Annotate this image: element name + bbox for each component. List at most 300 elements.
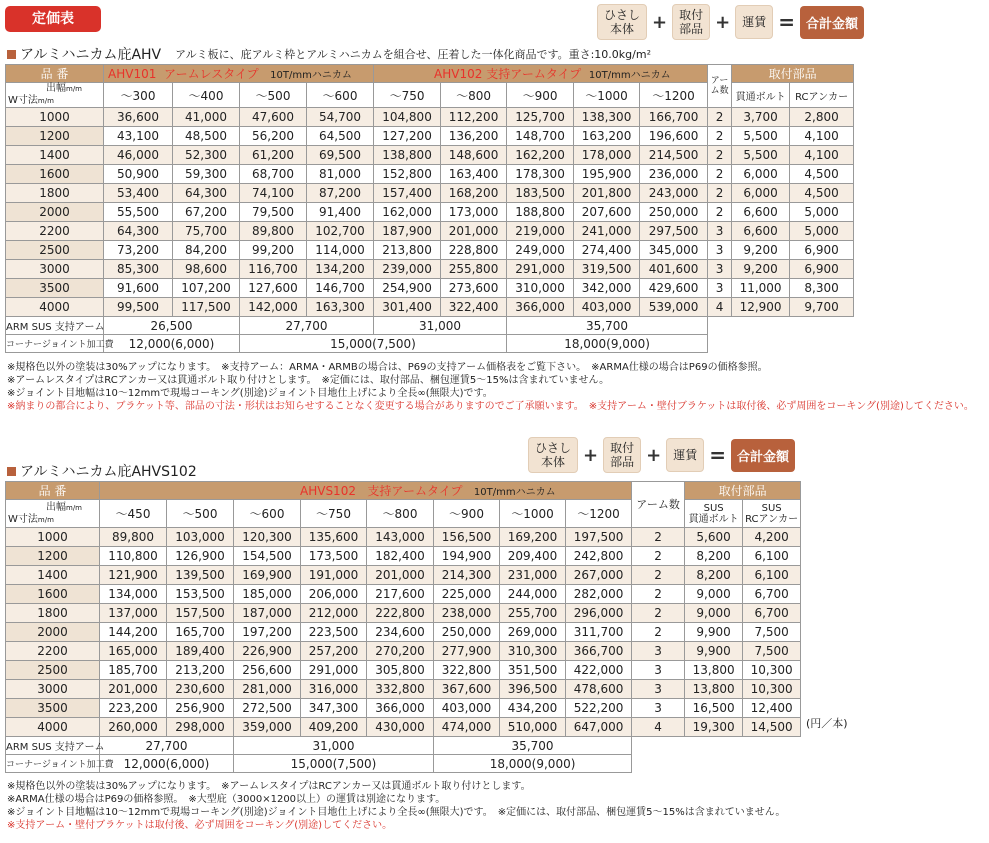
formula-item-parts: 取付 部品 [672, 4, 710, 40]
section-title: アルミハニカム庇AHVS102 [20, 464, 197, 480]
table-cell: 121,900 [100, 566, 167, 585]
table-cell: 152,800 [374, 165, 441, 184]
table-cell: 89,800 [240, 222, 307, 241]
arm-value: 35,700 [507, 317, 708, 335]
table-cell: 107,200 [173, 279, 240, 298]
table-cell: 234,600 [367, 623, 434, 642]
table-cell: 474,000 [434, 718, 500, 737]
table-cell: 74,100 [240, 184, 307, 203]
col-header: ～500 [167, 500, 234, 528]
table-cell: 2 [708, 108, 732, 127]
table-cell: 169,200 [500, 528, 566, 547]
table-row [6, 298, 854, 317]
row-label: 2200 [6, 642, 100, 661]
table-cell: 272,500 [234, 699, 301, 718]
table-cell: 2 [708, 184, 732, 203]
table-cell: 195,900 [574, 165, 640, 184]
table-cell: 197,200 [234, 623, 301, 642]
table-cell: 168,200 [441, 184, 507, 203]
table-cell: 53,400 [104, 184, 173, 203]
table-cell: 239,000 [374, 260, 441, 279]
row-label: 1600 [6, 165, 104, 184]
row-label: 2000 [6, 203, 104, 222]
table-cell: 59,300 [173, 165, 240, 184]
section-description: アルミ板に、庇アルミ枠とアルミハニカムを組合せ、圧着した一体化商品です。重さ:10.0kg/m² [175, 48, 651, 61]
table-cell: 187,900 [374, 222, 441, 241]
plus-icon: + [583, 444, 599, 466]
table-cell: 222,800 [367, 604, 434, 623]
table-cell: 201,000 [367, 566, 434, 585]
table-cell: 6,900 [790, 241, 854, 260]
col-header: ～1000 [500, 500, 566, 528]
table-cell: 162,000 [374, 203, 441, 222]
row-label: 2000 [6, 623, 100, 642]
table-cell: 228,800 [441, 241, 507, 260]
table-cell: 430,000 [367, 718, 434, 737]
row-label: 1600 [6, 585, 100, 604]
table-cell: 201,800 [574, 184, 640, 203]
col-header: ～600 [234, 500, 301, 528]
table-cell: 298,000 [167, 718, 234, 737]
table-cell: 647,000 [566, 718, 632, 737]
table-cell: 5,000 [790, 222, 854, 241]
note-line: ※規格色以外の塗装は30%アップになります。 ※支持アーム：ARMA・ARMBの場合は、P69の支持アーム価格表をご覧下さい。 ※ARMA仕様の場合はP69の価格参照。 [7, 362, 768, 373]
table-cell: 256,900 [167, 699, 234, 718]
table-cell: 8,200 [685, 547, 743, 566]
table-cell: 9,000 [685, 604, 743, 623]
table-row [6, 127, 854, 146]
table-cell: 219,000 [507, 222, 574, 241]
table-cell: 403,000 [434, 699, 500, 718]
table-cell: 429,600 [640, 279, 708, 298]
plus-icon: + [715, 11, 731, 33]
table-cell: 139,500 [167, 566, 234, 585]
table-row [6, 642, 801, 661]
table-cell: 223,500 [301, 623, 367, 642]
table-cell: 422,000 [566, 661, 632, 680]
arm-value: 35,700 [434, 737, 632, 755]
table-cell: 2 [632, 547, 685, 566]
col-header: ～450 [100, 500, 167, 528]
table-cell: 342,000 [574, 279, 640, 298]
table-cell: 9,900 [685, 642, 743, 661]
table-cell: 102,700 [307, 222, 374, 241]
table-row [6, 241, 854, 260]
col-header: ～1200 [566, 500, 632, 528]
table-cell: 201,000 [441, 222, 507, 241]
table-cell: 189,400 [167, 642, 234, 661]
table-cell: 301,400 [374, 298, 441, 317]
table-cell: 366,700 [566, 642, 632, 661]
table-cell: 4,500 [790, 165, 854, 184]
table-cell: 291,000 [507, 260, 574, 279]
table-cell: 6,700 [743, 585, 801, 604]
table-cell: 296,000 [566, 604, 632, 623]
table-row [6, 699, 801, 718]
table-cell: 146,700 [307, 279, 374, 298]
table-cell: 366,000 [367, 699, 434, 718]
table-cell: 223,200 [100, 699, 167, 718]
table-cell: 434,200 [500, 699, 566, 718]
table-cell: 6,000 [732, 184, 790, 203]
table-cell: 5,000 [790, 203, 854, 222]
table-cell: 4,200 [743, 528, 801, 547]
table-cell: 213,800 [374, 241, 441, 260]
table-cell: 126,900 [167, 547, 234, 566]
table-cell: 187,000 [234, 604, 301, 623]
table-cell: 10,300 [743, 661, 801, 680]
table-cell: 214,500 [640, 146, 708, 165]
table-cell: 127,600 [240, 279, 307, 298]
table-cell: 64,500 [307, 127, 374, 146]
table-cell: 13,800 [685, 661, 743, 680]
equals-icon: = [709, 443, 726, 467]
table-cell: 206,000 [301, 585, 367, 604]
table-cell: 403,000 [574, 298, 640, 317]
col-header: ～800 [441, 83, 507, 108]
table-cell: 4 [708, 298, 732, 317]
row-label: 1400 [6, 566, 100, 585]
note-line: ※アームレスタイプはRCアンカー又は貫通ボルト取り付けとします。 ※定価には、取付部品、梱包運賃5～15%は含まれていません。 [7, 375, 610, 386]
header-parts: 取付部品 [685, 482, 801, 500]
arm-label: ARM SUS 支持アーム [6, 317, 104, 335]
col-header: ～500 [240, 83, 307, 108]
table-cell: 359,000 [234, 718, 301, 737]
table-cell: 322,400 [441, 298, 507, 317]
table-cell: 2 [708, 127, 732, 146]
table-row [6, 165, 854, 184]
table-cell: 319,500 [574, 260, 640, 279]
table-cell: 9,200 [732, 241, 790, 260]
table-cell: 14,500 [743, 718, 801, 737]
table-cell: 8,200 [685, 566, 743, 585]
table-cell: 3 [708, 279, 732, 298]
row-label: 1200 [6, 127, 104, 146]
table-cell: 3 [708, 241, 732, 260]
table-cell: 136,200 [441, 127, 507, 146]
table-cell: 212,000 [301, 604, 367, 623]
table-cell: 209,400 [500, 547, 566, 566]
table-cell: 134,000 [100, 585, 167, 604]
table-cell: 316,000 [301, 680, 367, 699]
table-cell: 55,500 [104, 203, 173, 222]
section-heading-ahvs102 [7, 461, 197, 481]
formula-item-body: ひさし 本体 [597, 4, 647, 40]
row-label: 4000 [6, 298, 104, 317]
table-cell: 3 [708, 222, 732, 241]
table-row [6, 547, 801, 566]
table-cell: 85,300 [104, 260, 173, 279]
table-cell: 226,900 [234, 642, 301, 661]
table-row [6, 146, 854, 165]
formula-total: 合計金額 [731, 439, 795, 472]
table-cell: 260,000 [100, 718, 167, 737]
row-label: 3000 [6, 260, 104, 279]
table-cell: 6,600 [732, 203, 790, 222]
price-table-ahv [5, 64, 854, 353]
table-cell: 112,200 [441, 108, 507, 127]
table-cell: 2 [632, 566, 685, 585]
arm-value: 31,000 [374, 317, 507, 335]
table-cell: 6,900 [790, 260, 854, 279]
table-cell: 310,000 [507, 279, 574, 298]
row-label: 1200 [6, 547, 100, 566]
table-cell: 185,000 [234, 585, 301, 604]
table-cell: 270,200 [367, 642, 434, 661]
col-header: ～900 [434, 500, 500, 528]
table-cell: 10,300 [743, 680, 801, 699]
table-cell: 91,600 [104, 279, 173, 298]
table-cell: 2,800 [790, 108, 854, 127]
table-cell: 409,200 [301, 718, 367, 737]
table-cell: 156,500 [434, 528, 500, 547]
table-cell: 332,800 [367, 680, 434, 699]
corner-value: 15,000(7,500) [240, 335, 507, 353]
table-cell: 197,500 [566, 528, 632, 547]
row-label: 1000 [6, 528, 100, 547]
table-cell: 6,600 [732, 222, 790, 241]
table-cell: 214,300 [434, 566, 500, 585]
table-cell: 310,300 [500, 642, 566, 661]
table-cell: 19,300 [685, 718, 743, 737]
table-cell: 277,900 [434, 642, 500, 661]
table-row [6, 260, 854, 279]
table-cell: 99,500 [104, 298, 173, 317]
table-row [6, 604, 801, 623]
header-diagonal: 出幅m/m W寸法m/m [6, 83, 104, 108]
table-row [6, 203, 854, 222]
table-cell: 244,000 [500, 585, 566, 604]
table-cell: 201,000 [100, 680, 167, 699]
table-cell: 2 [708, 146, 732, 165]
table-cell: 98,600 [173, 260, 240, 279]
table-cell: 48,500 [173, 127, 240, 146]
col-header-bolt: 貫通ボルト [732, 83, 790, 108]
row-label: 1400 [6, 146, 104, 165]
table-cell: 311,700 [566, 623, 632, 642]
corner-label: コーナージョイント加工費 [6, 335, 104, 353]
table-cell: 5,600 [685, 528, 743, 547]
row-label: 1000 [6, 108, 104, 127]
table-cell: 8,300 [790, 279, 854, 298]
table-cell: 255,700 [500, 604, 566, 623]
table-cell: 4 [632, 718, 685, 737]
table-cell: 56,200 [240, 127, 307, 146]
plus-icon: + [652, 11, 668, 33]
corner-value: 12,000(6,000) [104, 335, 240, 353]
table-cell: 3,700 [732, 108, 790, 127]
header-hinban: 品 番 [6, 482, 100, 500]
corner-value: 15,000(7,500) [234, 755, 434, 773]
table-cell: 9,700 [790, 298, 854, 317]
table-cell: 46,000 [104, 146, 173, 165]
table-cell: 2 [708, 203, 732, 222]
unit-note: (円／本) [806, 717, 848, 730]
table-cell: 142,000 [240, 298, 307, 317]
table-cell: 3 [632, 680, 685, 699]
table-cell: 114,000 [307, 241, 374, 260]
table-row [6, 108, 854, 127]
table-cell: 194,900 [434, 547, 500, 566]
table-row [6, 222, 854, 241]
table-cell: 50,900 [104, 165, 173, 184]
table-cell: 191,000 [301, 566, 367, 585]
table-cell: 2 [632, 585, 685, 604]
table-cell: 81,000 [307, 165, 374, 184]
table-cell: 366,000 [507, 298, 574, 317]
section-title: アルミハニカム庇AHV [20, 47, 162, 63]
table-cell: 68,700 [240, 165, 307, 184]
table-cell: 138,800 [374, 146, 441, 165]
table-cell: 2 [632, 604, 685, 623]
col-header: ～400 [173, 83, 240, 108]
table-cell: 3 [632, 699, 685, 718]
table-cell: 250,000 [640, 203, 708, 222]
table-cell: 396,500 [500, 680, 566, 699]
table-cell: 347,300 [301, 699, 367, 718]
table-cell: 250,000 [434, 623, 500, 642]
table-row [6, 184, 854, 203]
table-cell: 183,500 [507, 184, 574, 203]
table-cell: 162,200 [507, 146, 574, 165]
table-cell: 79,500 [240, 203, 307, 222]
table-cell: 267,000 [566, 566, 632, 585]
header-hinban: 品 番 [6, 65, 104, 83]
header-model-ahv102: AHV102 支持アームタイプ 10T/mmハニカム [374, 65, 708, 83]
table-cell: 274,400 [574, 241, 640, 260]
table-cell: 64,300 [104, 222, 173, 241]
table-cell: 510,000 [500, 718, 566, 737]
square-bullet-icon [7, 50, 16, 59]
header-arm-count: アーム数 [632, 482, 685, 528]
arm-label: ARM SUS 支持アーム [6, 737, 100, 755]
table-cell: 196,600 [640, 127, 708, 146]
table-cell: 230,600 [167, 680, 234, 699]
corner-value: 12,000(6,000) [100, 755, 234, 773]
table-cell: 120,300 [234, 528, 301, 547]
table-cell: 173,500 [301, 547, 367, 566]
table-cell: 11,000 [732, 279, 790, 298]
table-cell: 178,300 [507, 165, 574, 184]
table-cell: 99,200 [240, 241, 307, 260]
col-header: ～1000 [574, 83, 640, 108]
col-header: ～800 [367, 500, 434, 528]
arm-value: 26,500 [104, 317, 240, 335]
table-cell: 54,700 [307, 108, 374, 127]
table-cell: 144,200 [100, 623, 167, 642]
table-cell: 13,800 [685, 680, 743, 699]
formula-item-parts: 取付 部品 [603, 437, 641, 473]
table-cell: 297,500 [640, 222, 708, 241]
table-cell: 134,200 [307, 260, 374, 279]
table-cell: 84,200 [173, 241, 240, 260]
col-header-rc: SUS RCアンカー [743, 500, 801, 528]
table-cell: 9,900 [685, 623, 743, 642]
table-cell: 67,200 [173, 203, 240, 222]
table-cell: 148,600 [441, 146, 507, 165]
table-cell: 207,600 [574, 203, 640, 222]
table-cell: 273,600 [441, 279, 507, 298]
header-model-ahv101: AHV101 アームレスタイプ 10T/mmハニカム [104, 65, 374, 83]
table-cell: 188,800 [507, 203, 574, 222]
row-label: 3000 [6, 680, 100, 699]
table-cell: 243,000 [640, 184, 708, 203]
table-cell: 47,600 [240, 108, 307, 127]
table-cell: 89,800 [100, 528, 167, 547]
table-cell: 522,200 [566, 699, 632, 718]
table-cell: 256,600 [234, 661, 301, 680]
price-table-ahvs102 [5, 481, 801, 773]
table-row [6, 623, 801, 642]
table-cell: 157,500 [167, 604, 234, 623]
col-header: ～750 [301, 500, 367, 528]
note-line: ※ジョイント目地幅は10～12mmで現場コーキング(別途)ジョイント目地仕上げにより全長∞(無限大)です。 ※定価には、取付部品、梱包運賃5～15%は含まれていません。 [7, 807, 786, 818]
col-header-bolt: SUS 貫通ボルト [685, 500, 743, 528]
note-line-red: ※支持アーム・壁付ブラケットは取付後、必ず周囲をコーキング(別途)してください。 [7, 820, 393, 831]
table-cell: 238,000 [434, 604, 500, 623]
table-cell: 87,200 [307, 184, 374, 203]
table-cell: 169,900 [234, 566, 301, 585]
table-cell: 7,500 [743, 642, 801, 661]
table-cell: 4,100 [790, 146, 854, 165]
table-cell: 69,500 [307, 146, 374, 165]
table-cell: 322,800 [434, 661, 500, 680]
equals-icon: = [778, 10, 795, 34]
row-label: 2200 [6, 222, 104, 241]
formula-item-freight: 運賃 [735, 5, 773, 39]
table-cell: 4,100 [790, 127, 854, 146]
table-cell: 163,300 [307, 298, 374, 317]
notes-ahv [7, 361, 982, 413]
table-cell: 165,700 [167, 623, 234, 642]
table-cell: 231,000 [500, 566, 566, 585]
table-cell: 213,200 [167, 661, 234, 680]
table-cell: 185,700 [100, 661, 167, 680]
table-cell: 173,000 [441, 203, 507, 222]
table-cell: 9,200 [732, 260, 790, 279]
table-cell: 166,700 [640, 108, 708, 127]
table-row [6, 585, 801, 604]
table-cell: 3 [708, 260, 732, 279]
table-cell: 110,800 [100, 547, 167, 566]
note-line: ※ジョイント目地幅は10～12mmで現場コーキング(別途)ジョイント目地仕上げにより全長∞(無限大)です。 [7, 388, 493, 399]
table-cell: 217,600 [367, 585, 434, 604]
table-cell: 249,000 [507, 241, 574, 260]
table-cell: 9,000 [685, 585, 743, 604]
table-cell: 3 [632, 642, 685, 661]
table-cell: 12,900 [732, 298, 790, 317]
row-label: 1800 [6, 604, 100, 623]
table-cell: 2 [632, 623, 685, 642]
table-cell: 117,500 [173, 298, 240, 317]
formula-item-freight: 運賃 [666, 438, 704, 472]
header-parts: 取付部品 [732, 65, 854, 83]
plus-icon: + [646, 444, 662, 466]
table-cell: 138,300 [574, 108, 640, 127]
table-cell: 16,500 [685, 699, 743, 718]
table-cell: 3 [632, 661, 685, 680]
table-cell: 43,100 [104, 127, 173, 146]
row-label: 1800 [6, 184, 104, 203]
table-cell: 225,000 [434, 585, 500, 604]
table-cell: 242,800 [566, 547, 632, 566]
table-cell: 135,600 [301, 528, 367, 547]
table-cell: 269,000 [500, 623, 566, 642]
arm-value: 27,700 [240, 317, 374, 335]
section-heading-ahv [7, 44, 651, 64]
table-cell: 154,500 [234, 547, 301, 566]
table-cell: 125,700 [507, 108, 574, 127]
